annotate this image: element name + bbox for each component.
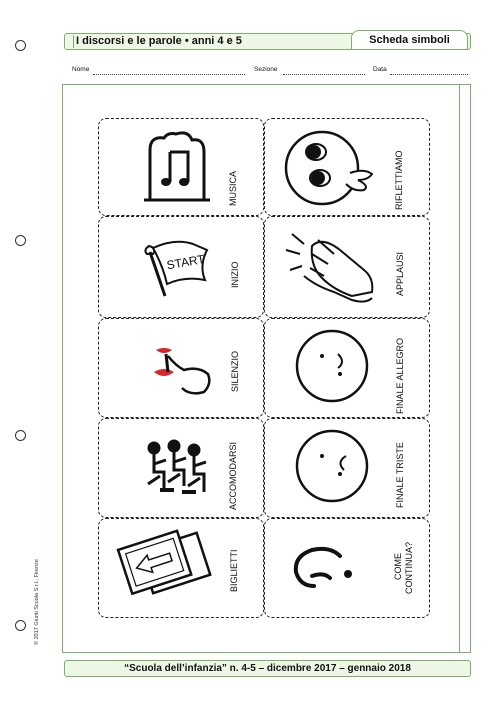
card-label-finale-allegro: FINALE ALLEGRO — [395, 337, 405, 414]
name-field[interactable] — [93, 74, 245, 75]
card-label-riflettiamo: RIFLETTIAMO — [394, 150, 404, 210]
clapping-hands-icon — [282, 226, 382, 306]
card-label-accomodarsi: ACCOMODARSI — [228, 441, 238, 510]
finger-on-lips-icon — [150, 344, 216, 398]
card-label-come-continua-line1: COME — [393, 553, 403, 580]
start-flag-icon — [135, 236, 213, 306]
thinking-face-icon — [280, 128, 380, 208]
question-mark-icon — [290, 546, 360, 592]
name-label: Nome — [72, 66, 90, 73]
binder-hole — [15, 235, 26, 246]
card-label-musica: MUSICA — [228, 170, 238, 206]
svg-text:START: START — [165, 251, 206, 273]
card-label-finale-triste: FINALE TRISTE — [395, 442, 405, 508]
card-label-inizio: INIZIO — [230, 261, 240, 288]
frame-margin-line — [459, 84, 460, 653]
header-title: I discorsi e le parole • anni 4 e 5 — [76, 35, 242, 47]
footer-citation: “Scuola dell’infanzia” n. 4-5 – dicembre 2017 – gennaio 2018 — [124, 663, 411, 674]
card-label-silenzio: SILENZIO — [230, 350, 240, 392]
card-label-applausi: APPLAUSI — [395, 251, 405, 296]
card-label-biglietti: BIGLIETTI — [229, 549, 239, 592]
header-divider — [73, 35, 74, 48]
section-field[interactable] — [283, 74, 365, 75]
smiling-face-icon — [294, 328, 370, 404]
binder-hole — [15, 40, 26, 51]
binder-hole — [15, 430, 26, 441]
date-field[interactable] — [390, 74, 468, 75]
card-label-come-continua-line2: CONTINUA? — [404, 541, 414, 594]
music-note-cloud-icon — [142, 130, 212, 208]
sad-face-icon — [294, 428, 370, 504]
binder-hole — [15, 620, 26, 631]
tickets-icon — [116, 526, 220, 610]
date-label: Data — [373, 66, 387, 73]
section-label: Sezione — [254, 66, 278, 73]
copyright-notice: © 2017 Giunti Scuola S.r.l., Firenze — [34, 559, 40, 645]
people-sitting-icon — [140, 436, 216, 502]
sheet-label: Scheda simboli — [369, 34, 450, 46]
